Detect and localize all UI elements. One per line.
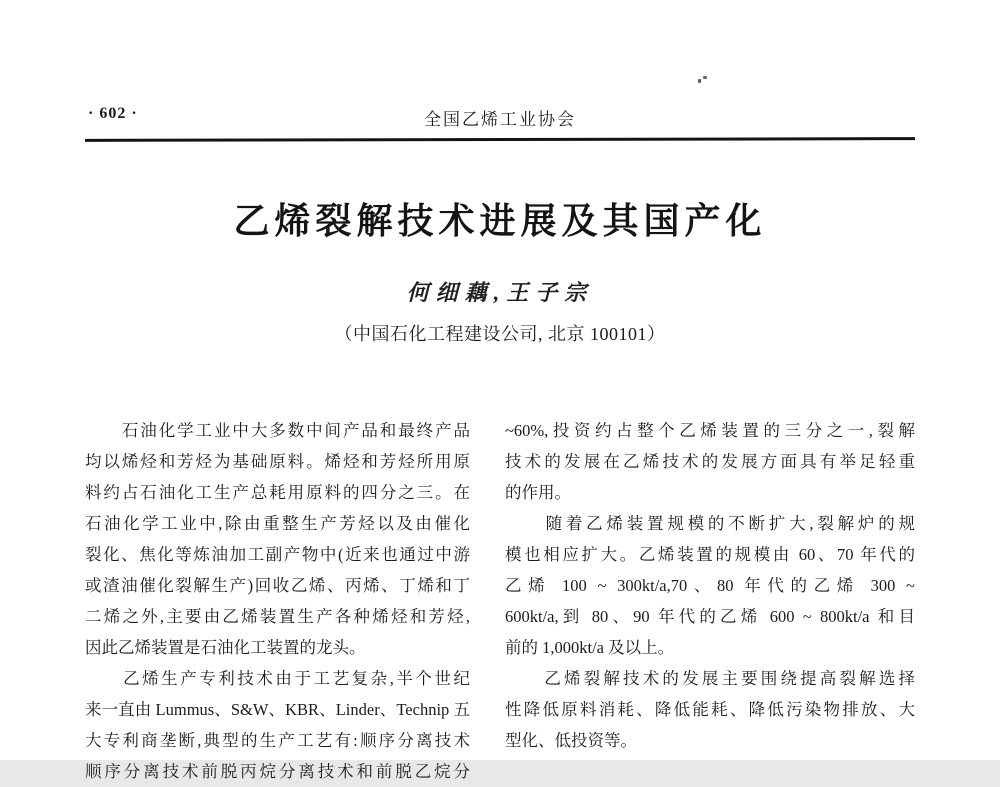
header-rule: [85, 137, 915, 142]
text-line: 石油化学工业中,除由重整生产芳烃以及由催化: [85, 514, 470, 533]
text-line: 或渣油催化裂解生产)回收乙烯、丙烯、丁烯和丁: [85, 576, 470, 595]
text-line: 前的 1,000kt/a 及以上。: [505, 638, 675, 657]
text-line: 型化、低投资等。: [505, 731, 637, 750]
text-line: 因此乙烯装置是石油化工装置的龙头。: [85, 638, 366, 657]
ink-speck-artifact: [698, 76, 708, 84]
text-line: 大专利商垄断,典型的生产工艺有:顺序分离技术: [85, 731, 470, 750]
left-column: [85, 415, 470, 787]
text-line: 随着乙烯装置规模的不断扩大,裂解炉的规: [505, 514, 915, 533]
text-line: 料约占石油化工生产总耗用原料的四分之三。在: [85, 483, 470, 502]
text-line: 600kt/a,到 80、90 年代的乙烯 600 ~ 800kt/a 和目: [505, 607, 915, 626]
text-line: 来一直由 Lummus、S&W、KBR、Linder、Technip 五: [85, 700, 470, 719]
right-column: [505, 415, 915, 756]
page-number: · 602 ·: [88, 105, 138, 122]
article-title: 乙烯裂解技术进展及其国产化: [233, 200, 767, 241]
text-line: 的作用。: [505, 483, 571, 502]
text-line: 技术的发展在乙烯技术的发展方面具有举足轻重: [505, 452, 915, 471]
cutoff-text-line: 顺序分离技术前脱丙烷分离技术和前脱乙烷分: [85, 762, 470, 781]
text-line: 性降低原料消耗、降低能耗、降低污染物排放、大: [505, 700, 915, 719]
text-line: 乙烯 100 ~ 300kt/a,70、80 年代的乙烯 300 ~: [505, 576, 915, 595]
text-line: 裂化、焦化等炼油加工副产物中(近来也通过中游: [85, 545, 470, 564]
text-line: 石油化学工业中大多数中间产品和最终产品: [85, 421, 470, 440]
authors: 何细藕,王子宗: [406, 280, 594, 305]
journal-name: 全国乙烯工业协会: [424, 110, 576, 129]
text-line: 二烯之外,主要由乙烯装置生产各种烯烃和芳烃,: [85, 607, 470, 626]
text-line: 均以烯烃和芳烃为基础原料。烯烃和芳烃所用原: [85, 452, 470, 471]
text-line: ~60%,投资约占整个乙烯装置的三分之一,裂解: [505, 421, 915, 440]
text-line: 乙烯裂解技术的发展主要围绕提高裂解选择: [505, 669, 915, 688]
page-header: [85, 105, 915, 133]
text-line: 模也相应扩大。乙烯装置的规模由 60、70 年代的: [505, 545, 915, 564]
affiliation: （中国石化工程建设公司, 北京 100101）: [334, 324, 666, 344]
text-line: 乙烯生产专利技术由于工艺复杂,半个世纪: [85, 669, 470, 688]
